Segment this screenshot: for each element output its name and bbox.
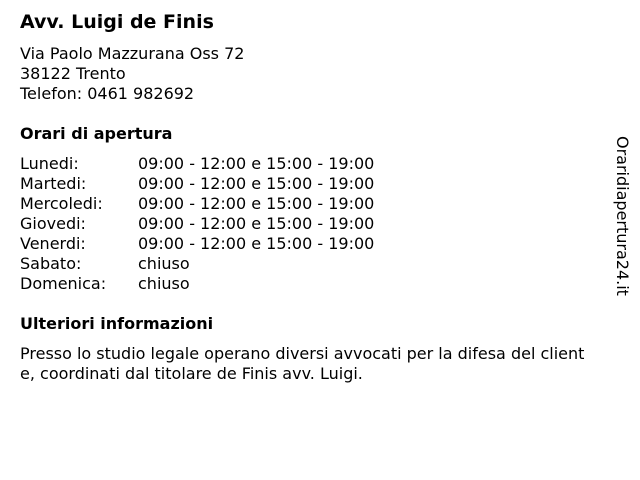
day-label: Lunedi: — [20, 154, 79, 173]
business-description: Presso lo studio legale operano diversi avvocati per la difesa del cliente, coordinati dal titolare de Finis avv. Luigi. — [20, 344, 585, 383]
hours-value: 09:00 - 12:00 e 15:00 - 19:00 — [138, 174, 375, 193]
hours-value: chiuso — [138, 274, 190, 293]
day-label: Giovedi: — [20, 214, 86, 233]
hours-value: 09:00 - 12:00 e 15:00 - 19:00 — [138, 234, 375, 253]
day-label: Martedi: — [20, 174, 87, 193]
hours-value: 09:00 - 12:00 e 15:00 - 19:00 — [138, 214, 375, 233]
business-title: Avv. Luigi de Finis — [20, 11, 214, 33]
day-label: Mercoledi: — [20, 194, 103, 213]
phone-number: Telefon: 0461 982692 — [20, 84, 195, 103]
day-label: Venerdi: — [20, 234, 86, 253]
day-label: Sabato: — [20, 254, 82, 273]
site-watermark-text: Oraridiapertura24.it — [613, 136, 632, 296]
postal-city: 38122 Trento — [20, 64, 126, 83]
site-watermark — [612, 136, 632, 308]
street-address: Via Paolo Mazzurana Oss 72 — [20, 44, 245, 63]
hours-value: 09:00 - 12:00 e 15:00 - 19:00 — [138, 194, 375, 213]
day-label: Domenica: — [20, 274, 107, 293]
opening-hours-heading: Orari di apertura — [20, 124, 173, 143]
hours-value: chiuso — [138, 254, 190, 273]
address-block — [20, 44, 244, 104]
business-detail-page — [20, 0, 590, 480]
additional-info-heading: Ulteriori informazioni — [20, 314, 214, 333]
hours-value: 09:00 - 12:00 e 15:00 - 19:00 — [138, 154, 375, 173]
